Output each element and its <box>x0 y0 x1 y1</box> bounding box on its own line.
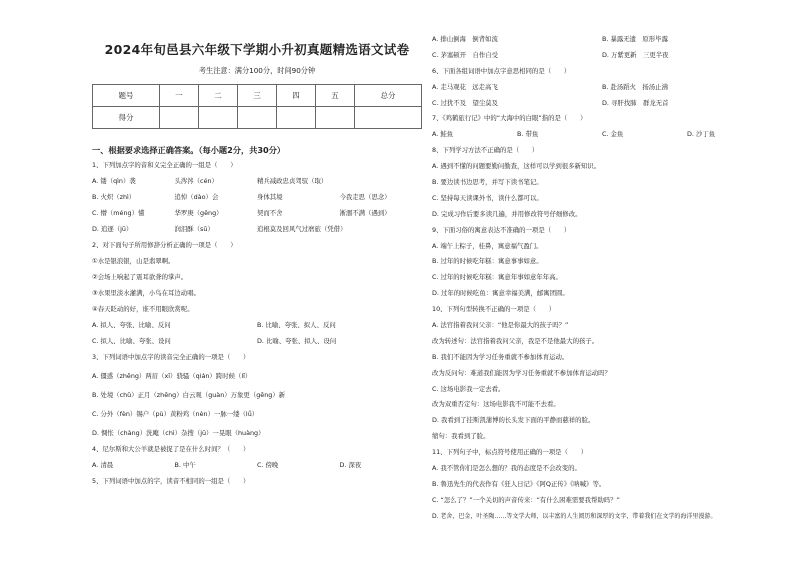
score-header-cell: 五 <box>316 85 355 107</box>
q1-options-row <box>92 226 422 233</box>
question-1: 1、下列加点字的音和义完全正确的一组是（ ） <box>92 161 237 169</box>
section-heading: 一、根据要求选择正确答案。（每小题2分，共30分） <box>92 145 286 155</box>
option: 头涔涔（cén） <box>174 177 218 185</box>
option: B. 暴露无遗 原形毕露 <box>602 35 668 43</box>
score-header-cell: 二 <box>198 85 237 107</box>
option: A. 僵惑（zhēng）两眉（xī）骁骚（qián）跨时候（lǐ） <box>92 372 252 380</box>
question-3: 3、下列词语中加点字的读音完全正确的一项是（ ） <box>92 353 250 361</box>
option: D. 老舍，巴金，叶圣陶……等文学大师，以丰富的人生阅历和深厚的文字，带着我们在文学的海洋里漫游。 <box>432 512 717 520</box>
q10-line: A. 法官指着我问父亲：“他是你最大的孩子吗？” <box>432 321 569 330</box>
option: A. 遇到不懂的问题要勤问勤查，这样可以学到很多新知识。 <box>432 162 601 171</box>
option: A. 端午上粽子，桂鼻，寓意福气盈门。 <box>432 241 543 250</box>
option: C. 金鱼 <box>602 130 624 139</box>
score-header-cell: 题号 <box>93 85 160 107</box>
q10-line: B. 我们不能因为学习任务重就不参加体育运动。 <box>432 352 569 361</box>
option: D. 惆怅（chàng）洗飑（chì）杂搜（jū）一晃眼（huàng） <box>92 429 265 437</box>
score-table-header <box>93 85 422 107</box>
option: 契而不舍 <box>257 209 283 217</box>
option: D. 比喻、夸张、拟人、设问 <box>257 337 337 345</box>
option: A. 鲑鱼 <box>432 130 454 139</box>
left-column <box>92 36 422 485</box>
score-cell[interactable] <box>277 107 316 129</box>
questions-left <box>92 162 422 485</box>
q2-sentence: ①水是银浪银，山是翡翠啊。 <box>92 257 175 265</box>
option: D. 寻肝找肺 群龙无首 <box>602 98 669 107</box>
q5-options-row <box>432 36 772 43</box>
option: B. 比喻、夸张、拟人、反问 <box>257 321 336 329</box>
question-8: 8、下列学习方法不正确的是（ ） <box>432 146 539 155</box>
option: C. 过年的时候吃年糕：寓意年事如意年年高。 <box>432 273 562 282</box>
option: A. 清晨 <box>92 461 114 469</box>
option: B. 赴汤蹈火 扬汤止沸 <box>602 82 668 91</box>
option: D. 完成习作后要多读几遍，并用修改符号仔细修改。 <box>432 209 582 218</box>
q1-options-row <box>92 194 422 201</box>
option: 今我走思（思念） <box>339 193 391 201</box>
option: 精兵减政忠贞驾驭（取） <box>257 177 328 185</box>
option: C. 傍晚 <box>257 461 279 469</box>
option: C. 过犹不及 望尘莫及 <box>432 98 499 107</box>
option: D. 追逐（jū） <box>92 225 133 233</box>
score-table <box>92 84 422 129</box>
q2-sentence: ④春天眨动的好，谁不用眼欣赏呢。 <box>92 305 194 313</box>
option: C. 懵（méng）懂 <box>92 209 145 217</box>
option: D. 沙丁鱼 <box>687 130 716 139</box>
score-table-row <box>93 107 422 129</box>
q10-line: 改为双重否定句：这场电影我不可能不去看。 <box>432 400 560 409</box>
question-10: 10、下列句型转换不正确的一项是（ ） <box>432 305 556 314</box>
score-cell[interactable] <box>316 107 355 129</box>
exam-title: 2024年旬邑县六年级下学期小升初真题精选语文试卷 <box>104 42 410 57</box>
option: 身体其境 <box>257 193 283 201</box>
option: D. 深夜 <box>339 461 362 469</box>
option: B. 要边读书边思考，并写下读书笔记。 <box>432 178 543 187</box>
option: A. 拟人、夸张、比喻、反问 <box>92 321 171 329</box>
q2-options-row <box>92 322 422 329</box>
question-11: 11、下列句子中，标点符号使用正确的一项是（ ） <box>432 448 588 457</box>
option: A. 镂（qìn）袭 <box>92 177 136 185</box>
option: B. 中午 <box>174 461 196 469</box>
score-cell[interactable] <box>355 107 422 129</box>
score-cell[interactable] <box>159 107 198 129</box>
q10-line: D. 我看到了挂斯凯蒲博的长头发下面的平静而慈祥的脸。 <box>432 416 595 425</box>
question-9: 9、下面习俗的寓意表达不准确的一项是（ ） <box>432 225 571 234</box>
option: C. 拟人、比喻、夸张、设问 <box>92 337 171 345</box>
option: A. 排山倒海 倒背如流 <box>432 35 498 43</box>
option: B. 处境（chǔ）正月（zhēng）白云观（guàn）万象更（gēng）新 <box>92 391 286 399</box>
option: C. 茅塞顿开 自作自受 <box>432 50 499 59</box>
exam-notice: 考生注意：满分100分，时间90分钟 <box>198 66 316 75</box>
option: C. 分外（fèn）锡户（pù）黄粉鸡（nèn）一脉一缕（lǚ） <box>92 410 259 418</box>
option: A. 走马观花 远走高飞 <box>432 82 498 91</box>
option: B. 过年的时候吃年糕：寓意事事如意。 <box>432 257 543 266</box>
option: 润泪酥（sū） <box>174 225 214 233</box>
option: B. 鲁迅先生的代表作有《狂人日记》《阿Q正传》《呐喊》等。 <box>432 479 606 488</box>
option: 追根莫及回风气过磨旅（凭借） <box>257 225 347 233</box>
option: 华罗庚（gēng） <box>174 209 223 217</box>
option: D. 过年的时候吃鱼：寓意幸福美满，邮寓团圆。 <box>432 289 569 298</box>
right-column <box>432 36 772 520</box>
question-7: 7、《鸡鹤旅行记》中的“大海中的白眼”指的是（ ） <box>432 114 587 123</box>
q4-options-row <box>92 462 422 469</box>
score-header-cell: 三 <box>237 85 276 107</box>
q6-options-row <box>432 84 772 91</box>
score-cell[interactable] <box>237 107 276 129</box>
score-header-cell: 四 <box>277 85 316 107</box>
q10-line: 缩句：我看到了脸。 <box>432 432 490 441</box>
q5-options-row <box>432 52 772 59</box>
question-2: 2、对下面句子所用修辞分析正确的一项是（ ） <box>92 241 237 249</box>
option: 追悼（dào）会 <box>174 193 219 201</box>
q2-sentence: ②会场上响起了震耳欲聋的掌声。 <box>92 273 188 281</box>
option: B. 带鱼 <box>517 130 539 139</box>
score-cell[interactable] <box>198 107 237 129</box>
q10-line: C. 这场电影我一定去看。 <box>432 384 505 393</box>
q1-options-row <box>92 210 422 217</box>
option: C. “怎么了？”一个关切的声音传来：“有什么困难需要我帮助吗？” <box>432 495 620 504</box>
question-4: 4、尼尔斯和大公羊就是被捉了是在什么时间？（ ） <box>92 445 250 453</box>
score-row-label: 得分 <box>93 107 160 129</box>
option: D. 万紫更新 三更半夜 <box>602 50 669 59</box>
option: 淅涸不满（遇到） <box>339 209 391 217</box>
score-header-cell: 一 <box>159 85 198 107</box>
question-5: 5、下列词语中加点的字，读音不相同的一组是（ ） <box>92 477 250 485</box>
q6-options-row <box>432 100 772 107</box>
score-header-cell: 总分 <box>355 85 422 107</box>
q7-options-row <box>432 131 772 138</box>
q1-options-row <box>92 178 422 185</box>
option: A. 我不管你们是怎么想的？我的态度是不会改变的。 <box>432 464 581 473</box>
q2-sentence: ③水果里淡水灌满，小鸟在耳边动唱。 <box>92 289 200 297</box>
q10-line: 改为反问句：难道我们能因为学习任务重就不参加体育运动吗？ <box>432 368 611 377</box>
option: C. 坚持每天读课外书，读什么都可以。 <box>432 193 543 202</box>
q10-line: 改为转述句：法官指着我问父亲，我是不是他最大的孩子。 <box>432 336 599 345</box>
question-6: 6、下面各组词语中加点字意思相同的是（ ） <box>432 66 571 75</box>
option: B. 火炽（zhì） <box>92 193 136 201</box>
q2-options-row <box>92 338 422 345</box>
